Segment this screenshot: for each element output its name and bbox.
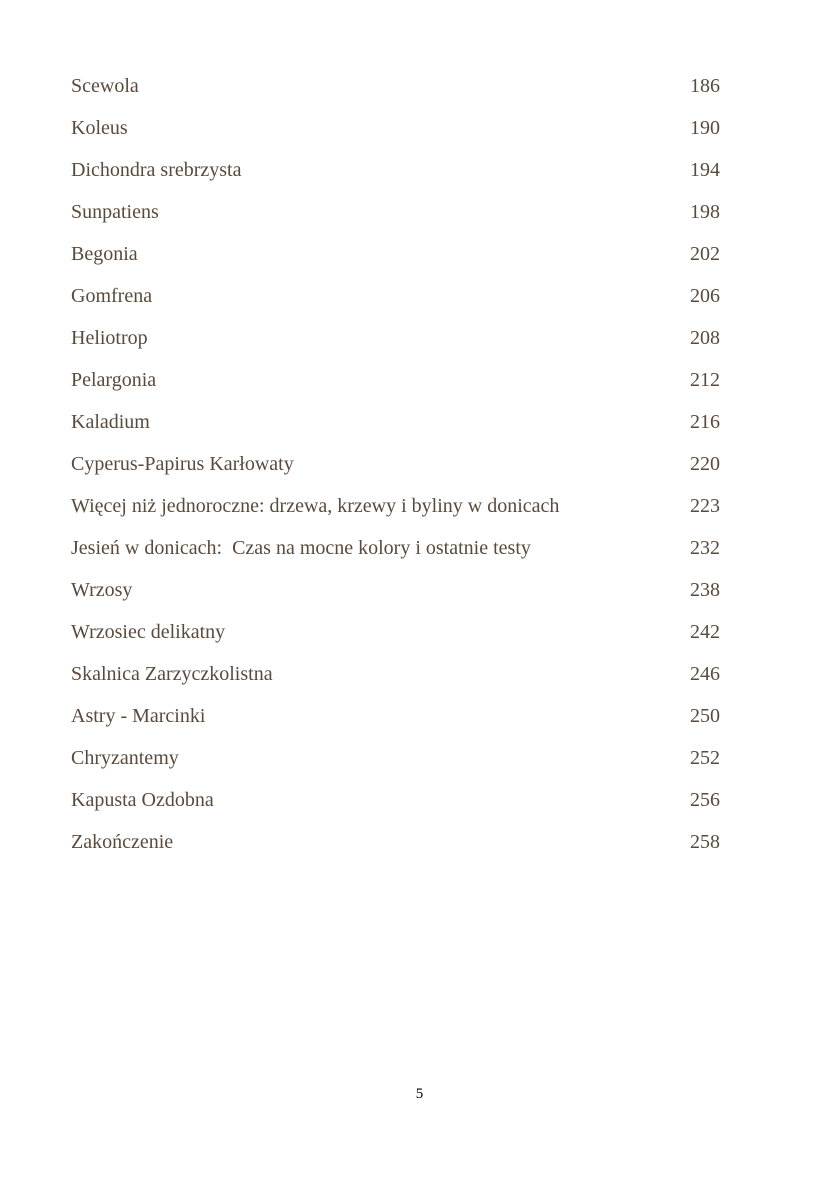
toc-entry-page: 212: [690, 369, 720, 391]
toc-entry-page: 258: [690, 831, 720, 853]
toc-entry-title: Sunpatiens: [71, 201, 159, 223]
toc-entry: [71, 485, 720, 527]
toc-entry-title: Koleus: [71, 117, 128, 139]
toc-entry: [71, 317, 720, 359]
toc-entry: [71, 401, 720, 443]
toc-entry: [71, 695, 720, 737]
toc-entry-title: Begonia: [71, 243, 138, 265]
toc-entry-page: 206: [690, 285, 720, 307]
toc-entry-page: 202: [690, 243, 720, 265]
toc-entry-page: 198: [690, 201, 720, 223]
toc-entry-title: Kaladium: [71, 411, 150, 433]
toc-entry-title: Jesień w donicach: Czas na mocne kolory i ostatnie testy: [71, 537, 531, 559]
toc-entry-title: Astry - Marcinki: [71, 705, 206, 727]
toc-entry-page: 194: [690, 159, 720, 181]
toc-entry-page: 190: [690, 117, 720, 139]
toc-entry-page: 223: [690, 495, 720, 517]
toc-entry: [71, 65, 720, 107]
toc-entry-title: Zakończenie: [71, 831, 174, 853]
toc-entry: [71, 233, 720, 275]
toc-entry-title: Scewola: [71, 75, 139, 97]
toc-entry-title: Cyperus-Papirus Karłowaty: [71, 453, 294, 475]
page-number: 5: [415, 1086, 424, 1102]
toc-entry: [71, 443, 720, 485]
toc-entry-page: 246: [690, 663, 720, 685]
toc-entry: [71, 821, 720, 863]
toc-entry: [71, 611, 720, 653]
toc-entry-title: Więcej niż jednoroczne: drzewa, krzewy i byliny w donicach: [71, 495, 560, 517]
toc-entry: [71, 569, 720, 611]
toc-entry: [71, 653, 720, 695]
toc-entry: [71, 275, 720, 317]
toc-entry-title: Wrzosiec delikatny: [71, 621, 226, 643]
toc-entry-title: Gomfrena: [71, 285, 153, 307]
toc-entry-page: 208: [690, 327, 720, 349]
toc-entry-title: Dichondra srebrzysta: [71, 159, 242, 181]
toc-entry-page: 242: [690, 621, 720, 643]
toc-entry-title: Wrzosy: [71, 579, 133, 601]
toc-entry-title: Pelargonia: [71, 369, 157, 391]
toc-entry-page: 232: [690, 537, 720, 559]
toc-entry-page: 216: [690, 411, 720, 433]
toc-entry: [71, 107, 720, 149]
toc-entry-page: 220: [690, 453, 720, 475]
toc-entry-title: Heliotrop: [71, 327, 148, 349]
table-of-contents: [71, 65, 720, 863]
toc-entry-page: 186: [690, 75, 720, 97]
toc-entry: [71, 527, 720, 569]
toc-entry-title: Kapusta Ozdobna: [71, 789, 214, 811]
toc-entry: [71, 737, 720, 779]
toc-entry-page: 256: [690, 789, 720, 811]
toc-entry-page: 252: [690, 747, 720, 769]
toc-entry: [71, 779, 720, 821]
toc-entry: [71, 359, 720, 401]
toc-entry-title: Skalnica Zarzyczkolistna: [71, 663, 273, 685]
toc-entry: [71, 149, 720, 191]
toc-entry-title: Chryzantemy: [71, 747, 179, 769]
toc-entry: [71, 191, 720, 233]
toc-entry-page: 250: [690, 705, 720, 727]
toc-entry-page: 238: [690, 579, 720, 601]
